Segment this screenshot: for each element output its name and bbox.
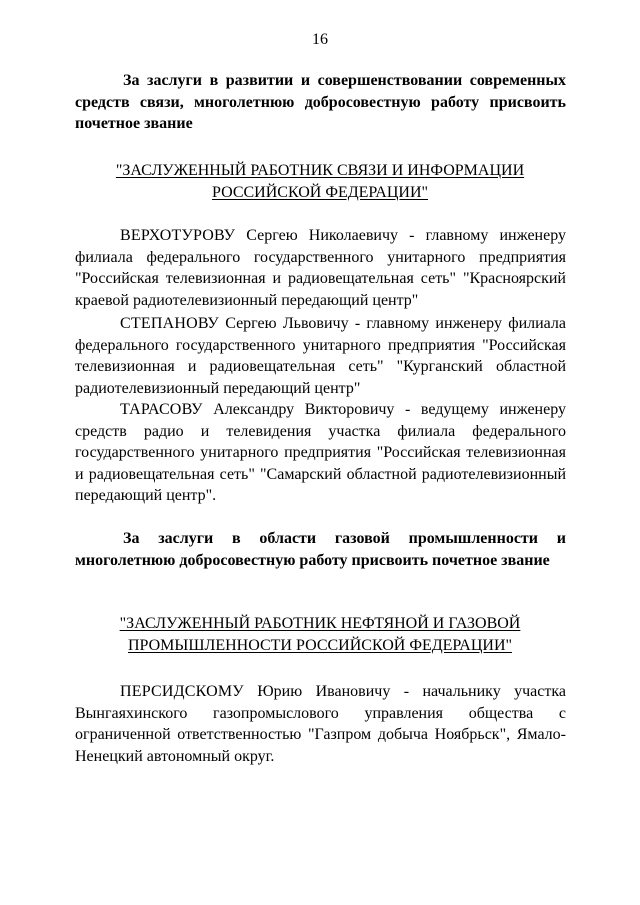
section-2-title-line-2: ПРОМЫШЛЕННОСТИ РОССИЙСКОЙ ФЕДЕРАЦИИ" — [127, 636, 513, 654]
section-2-intro: За заслуги в области газовой промышленности и многолетнюю добросовестную работу присвоить почетное звание — [75, 530, 566, 569]
awardee-surname: ТАРАСОВУ — [120, 401, 203, 418]
section-1-title-line-2: РОССИЙСКОЙ ФЕДЕРАЦИИ" — [211, 183, 429, 201]
awardee-surname: СТЕПАНОВУ — [120, 315, 219, 332]
section-1-title-line-1: "ЗАСЛУЖЕННЫЙ РАБОТНИК СВЯЗИ И ИНФОРМАЦИИ — [115, 162, 525, 179]
awardee-paragraph — [75, 225, 566, 311]
section-1-title — [60, 160, 580, 203]
awardee-details: Сергею Николаевичу - главному инженеру филиала федерального государственного унитарного предприятия "Российская телевизионная и радиовещательная сеть" "Красноярский краевой радиотелевизионный передающий центр" — [75, 227, 566, 309]
section-2-title — [60, 613, 580, 656]
awardee-surname: ВЕРХОТУРОВУ — [120, 227, 236, 244]
awardee-paragraph — [75, 399, 566, 507]
section-1-intro: За заслуги в развитии и совершенствовании современных средств связи, многолетнюю добросовестную работу присвоить почетное звание — [75, 72, 566, 132]
page-number: 16 — [312, 31, 328, 48]
awardee-paragraph — [75, 313, 566, 399]
awardee-details: Сергею Львовичу - главному инженеру филиала федерального государственного унитарного предприятия "Российская телевизионная и радиовещательная сеть" "Курганский областной радиотелевизионный передающий центр" — [75, 315, 566, 397]
awardee-details: Юрию Ивановичу - начальнику участка Вынгаяхинского газопромыслового управления общества с ограниченной ответственностью "Газпром добыча Ноябрьск", Ямало-Ненецкий автономный округ. — [75, 683, 566, 765]
awardee-paragraph — [75, 681, 566, 767]
awardee-details: Александру Викторовичу - ведущему инженеру средств радио и телевидения участка филиала федерального государственного унитарного предприятия "Российская телевизионная и радиовещательная сеть" "Самарский областной радиотелевизионный передающий центр". — [75, 401, 566, 504]
awardee-surname: ПЕРСИДСКОМУ — [120, 683, 244, 700]
section-2-title-line-1: "ЗАСЛУЖЕННЫЙ РАБОТНИК НЕФТЯНОЙ И ГАЗОВОЙ — [119, 615, 521, 632]
